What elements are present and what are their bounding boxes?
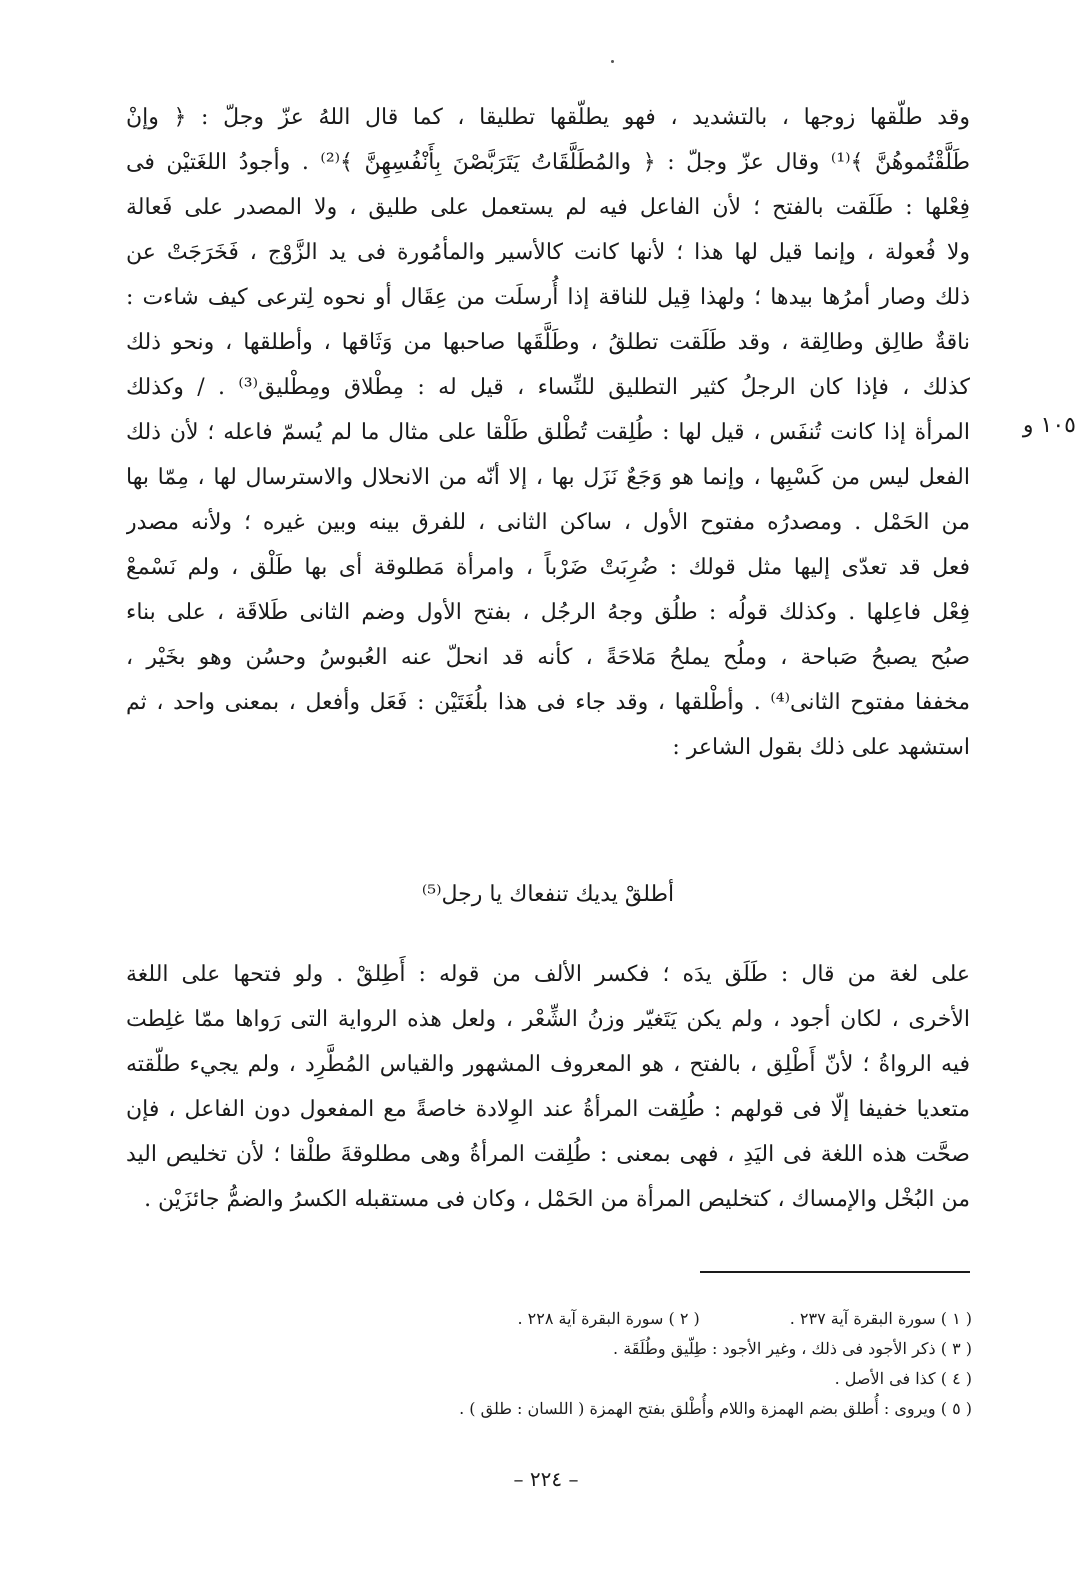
text-line: فعل قد تعدّى إليها مثل قولك : ضُرِبَتْ ضَرْباً ، وامرأة مَطلوقة أى بها طَلْق ، ولم نَسْمعْ — [126, 555, 970, 580]
text-line: على لغة من قال : طَلَق يدَه ؛ فكسر الألف من قوله : أَطِلقْ . ولو فتحها على اللغة — [126, 962, 970, 987]
page-number: – ٢٢٤ – — [513, 1467, 579, 1491]
text-line: فِعْلها : طَلَقت بالفتح ؛ لأن الفاعل فيه لم يستعمل على طليق ، ولا المصدر على فَعالة — [126, 195, 970, 220]
main-paragraph-1 — [126, 95, 970, 770]
text-line: متعديا خفيفا إلّا فى قولهم : طُلِقت المرأةُ عند الوِلادة خاصةً مع المفعول دون الفاعل ، فإن — [126, 1097, 970, 1122]
page-mark-dot — [611, 60, 614, 63]
main-paragraph-2 — [126, 952, 970, 1222]
poetry-verse: أطلقْ يديك تنفعاك يا رجل⁽⁵⁾ — [421, 882, 675, 907]
text-line: صحَّت هذه اللغة فى اليَدِ ، فهى بمعنى : طُلِقت المرأةُ وهى مطلوقةَ طلْقا ؛ لأن تخليص اليد — [126, 1142, 970, 1167]
text-line: الأخرى ، لكان أجود ، ولم يكن يَتَغيّر وزنُ الشِّعْر ، ولعل هذه الرواية التى رَواها ممّا غلِطت — [126, 1007, 970, 1032]
text-line: مخففا مفتوح الثانى⁽⁴⁾ . وأطْلقها ، وقد جاء فى هذا بلُغَتَيْن : فَعَل وأفعل ، بمعنى واحد ، ثم — [126, 690, 970, 715]
footnote-1: ( ١ ) سورة البقرة آية ٢٣٧ . — [789, 1309, 972, 1328]
text-line: الفعل ليس من كَسْبِها ، وإنما هو وَجَعٌ نَزَل بها ، إلا أنّه من الانحلال والاسترسال لها ، مِمّا بها — [126, 465, 970, 490]
footnote-divider — [700, 1271, 970, 1273]
footnote-row — [250, 1304, 972, 1334]
text-line: استشهد على ذلك بقول الشاعر : — [672, 735, 970, 760]
text-line: صبُح يصبحُ صَباحة ، وملُح يملحُ مَلاحَةً ، كأنه قد انحلّ عنه العُبوسُ وحسُن وهو بخَيْر ، — [126, 645, 970, 670]
text-line: ذلك وصار أمرُها بيدها ؛ ولهذا قِيل للناقة إذا أُرسلَت من عِقَال أو نحوه لِترعى كيف شاءت : — [126, 285, 970, 310]
footnotes — [250, 1304, 972, 1424]
text-line: طَلَّقْتُموهُنَّ ﴾⁽¹⁾ وقال عزّ وجلّ : ﴿ والمُطَلَّقَاتُ يَتَرَبَّصْنَ بِأَنْفُسِهِنَّ ﴾⁽²⁾ . وأجودُ اللغَتيْن فى — [126, 150, 970, 175]
text-line: وقد طلّقها زوجها ، بالتشديد ، فهو يطلّقها تطليقا ، كما قال اللهُ عزّ وجلّ : ﴿ وإنْ — [126, 105, 970, 130]
footnote-3: ( ٣ ) ذكر الأجود فى ذلك ، وغير الأجود : طِلّيق وطُلَقَة . — [613, 1339, 972, 1358]
text-line: ناقةٌ طالِق وطالِقة ، وقد طَلَقت تطلقُ ، وطَلَّقَها صاحبها من وَثَاقها ، وأطلقها ، ونحو ذلك — [126, 330, 970, 355]
text-line: من الحَمْل . ومصدرُه مفتوح الأول ، ساكن الثانى ، للفرق بينه وبين غيره ؛ ولأنه مصدر — [126, 510, 970, 535]
text-line: من البُخْل والإمساك ، كتخليص المرأة من الحَمْل ، وكان فى مستقبله الكسرُ والضمُّ جائزَيْن . — [144, 1187, 970, 1212]
margin-folio-note: ١٠٥ و — [1022, 413, 1076, 438]
text-line: كذلك ، فإذا كان الرجلُ كثير التطليق للنِّساء ، قيل له : مِطْلاق ومِطْليق⁽³⁾ . / وكذلك — [126, 375, 970, 400]
text-line: فِعْل فاعِلها . وكذلك قولُه : طلُق وجهُ الرجُل ، بفتح الأول وضم الثانى طَلاقَة ، على بناء — [126, 600, 970, 625]
footnote-5: ( ٥ ) ويروى : أُطلق بضم الهمزة واللام وأُطْلق بفتح الهمزة ( اللسان : طلق ) . — [459, 1399, 972, 1418]
text-line: فيه الرواةُ ؛ لأنّ أَطْلِق ، بالفتح ، هو المعروف المشهور والقياس المُطَّرِد ، ولم يجيء طلّقته — [126, 1052, 970, 1077]
footnote-2: ( ٢ ) سورة البقرة آية ٢٢٨ . — [517, 1309, 700, 1328]
footnote-4: ( ٤ ) كذا فى الأصل . — [834, 1369, 972, 1388]
text-line: ولا فُعولة ، وإنما قيل لها هذا ؛ لأنها كانت كالأسير والمأمُورة فى يد الزَّوْج ، فَخَرَجَتْ عن — [126, 240, 970, 265]
text-line: المرأة إذا كانت تُنفَس ، قيل لها : طُلِقت تُطْلق طَلْقا على مثال ما لم يُسمّ فاعله ؛ لأن ذلك — [126, 420, 970, 445]
